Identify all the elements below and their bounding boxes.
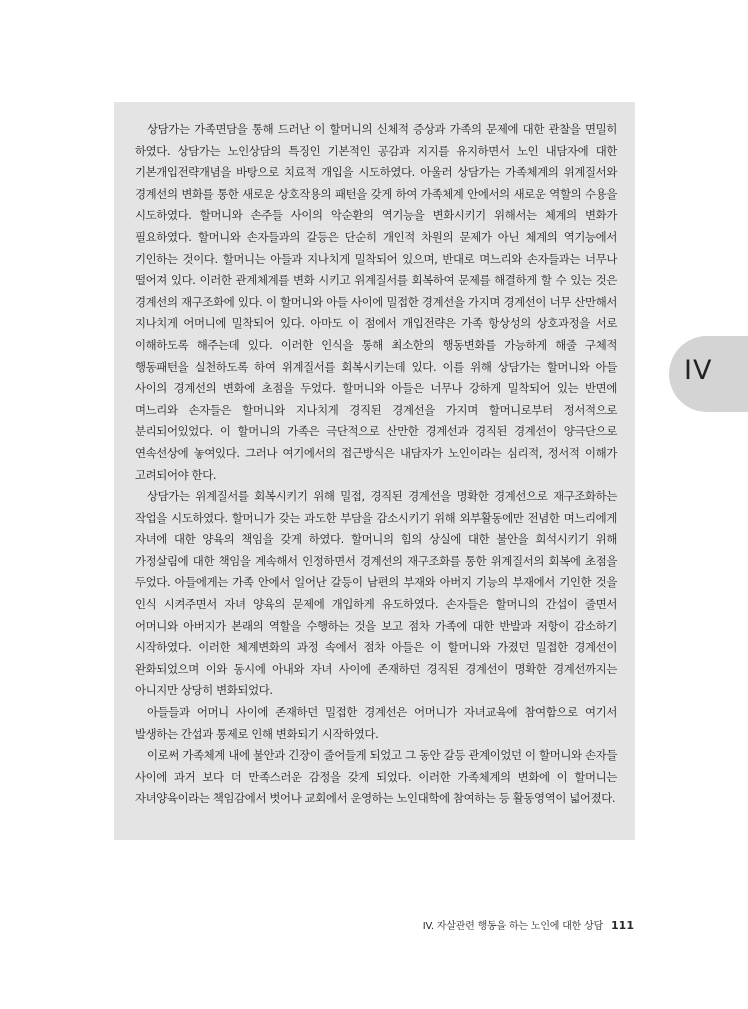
running-head: IV. 자살관련 행동을 하는 노인에 대한 상담 (422, 921, 604, 932)
page-footer (423, 917, 634, 932)
chapter-tab-label: IV (684, 355, 713, 386)
body-paragraph-2: 상담가는 위계질서를 회복시키기 위해 밀접, 경직된 경계선을 명확한 경계선으로 재구조화하는 작업을 시도하였다. 할머니가 갖는 과도한 부담을 감소시키기 위해 외부활동에만 전념한 며느리에게 자녀에 대한 양육의 책임을 갖게 하였다. 할머니의 힘의 상실에 대한 불안을 희석시키기 위해 가정살림에 대한 책임을 계속해서 인정하면서 경계선의 재구조화를 통한 위계질서의 회복에 초점을 두었다. 아들에게는 가족 안에서 일어난 갈등이 남편의 부재와 아버지 기능의 부재에서 기인한 것을 인식 시켜주면서 자녀 양육의 문제에 개입하게 유도하였다. 손자들은 할머니의 간섭이 줄면서 어머니와 아버지가 본래의 역할을 수행하는 것을 보고 점차 가족에 대한 반발과 저항이 감소하기 시작하였다. 이러한 체계변화의 과정 속에서 점차 아들은 이 할머니와 가졌던 밀접한 경계선이 완화되었으며 이와 동시에 아내와 자녀 사이에 존재하던 경직된 경계선이 명확한 경계선까지는 아니지만 상당히 변화되었다. (135, 489, 617, 698)
page-number: 111 (611, 919, 634, 932)
body-paragraph-1: 상담가는 가족면담을 통해 드러난 이 할머니의 신체적 증상과 가족의 문제에 대한 관찰을 면밀히 하였다. 상담가는 노인상담의 특징인 기본적인 공감과 지지를 유지하면서 노인 내담자에 대한 기본개입전략개념을 바탕으로 치료적 개입을 시도하였다. 아울러 상담가는 가족체계의 위계질서와 경계선의 변화를 통한 새로운 상호작용의 패턴을 갖게 하여 가족체계 안에서의 새로운 역할의 수용을 시도하였다. 할머니와 손주들 사이의 악순환의 역기능을 변화시키기 위해서는 체계의 변화가 필요하였다. 할머니와 손자들과의 갈등은 단순히 개인적 차원의 문제가 아닌 체계의 역기능에서 기인하는 것이다. 할머니는 아들과 지나치게 밀착되어 있으며, 반대로 며느리와 손자들과는 너무나 떨어져 있다. 이러한 관계체계를 변화 시키고 위계질서를 회복하여 문제를 해결하게 할 수 있는 것은 경계선의 재구조화에 있다. 이 할머니와 아들 사이에 밀접한 경계선을 가지며 경계선이 너무 산만해서 지나치게 어머니에 밀착되어 있다. 아마도 이 점에서 개입전략은 가족 항상성의 상호과정을 서로 이해하도록 해주는데 있다. 이러한 인식을 통해 최소한의 행동변화를 가능하게 해줄 구체적 행동패턴을 실천하도록 하여 위계질서를 회복시키는데 있다. 이를 위해 상담가는 할머니와 아들 사이의 경계선의 변화에 초점을 두었다. 할머니와 아들은 너무나 강하게 밀착되어 있는 반면에 며느리와 손자들은 할머니와 지나치게 경직된 경계선을 가지며 할머니로부터 정서적으로 분리되어있었다. 이 할머니의 가족은 극단적으로 산만한 경계선과 경직된 경계선이 양극단으로 연속선상에 놓여있다. 그러나 여기에서의 접근방식은 내담자가 노인이라는 심리적, 정서적 이해가 고려되어야 한다. (135, 122, 617, 482)
content-box (114, 102, 635, 840)
body-paragraph-4: 이로써 가족체계 내에 불안과 긴장이 줄어들게 되었고 그 동안 갈등 관계이었던 이 할머니와 손자들 사이에 과거 보다 더 만족스러운 감정을 갖게 되었다. 이러한 가족체계의 변화에 이 할머니는 자녀양육이라는 책임감에서 벗어나 교회에서 운영하는 노인대학에 참여하는 등 활동영역이 넓어졌다. (135, 748, 617, 806)
body-paragraph-3: 아들들과 어머니 사이에 존재하던 밀접한 경계선은 어머니가 자녀교육에 참여함으로 여기서 발생하는 간섭과 통제로 인해 변화되기 시작하였다. (135, 705, 617, 741)
